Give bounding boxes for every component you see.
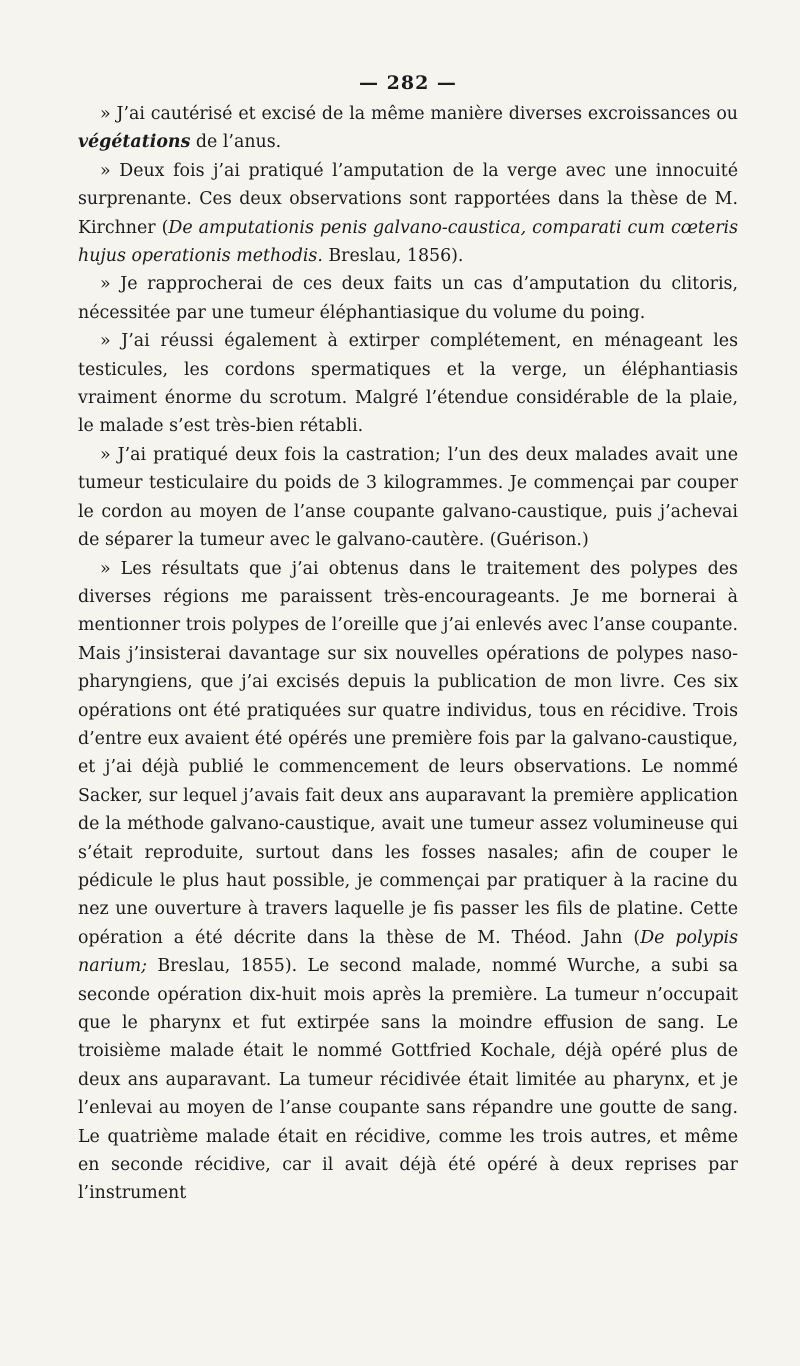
- paragraph: [78, 100, 738, 157]
- page-number: — 282 —: [359, 72, 457, 94]
- text-run: » Deux fois j’ai pratiqué l’amputation de la verge avec une innocuité surprenante. Ces deux observations sont rapportées dans la thèse de M. Kirchner (: [78, 160, 738, 238]
- text-run: Breslau, 1855). Le second malade, nommé Wurche, a subi sa seconde opération dix-huit mois après la première. La tumeur n’occupait que le pharynx et fut extirpée sans la moindre effusion de sang. Le troisième malade était le nommé Gottfried Kochale, déjà opéré plus de deux ans auparavant. La tumeur récidivée était limitée au pharynx, et je l’enlevai au moyen de l’anse coupante sans répandre une goutte de sang. Le quatrième malade était en récidive, comme les trois autres, et même en seconde récidive, car il avait déjà été opéré à deux reprises par l’instrument: [78, 956, 738, 1204]
- text-run: Breslau, 1856).: [322, 246, 464, 267]
- italic-text: De polypis narium;: [78, 927, 739, 977]
- paragraph: [78, 157, 738, 271]
- text-run: » J’ai réussi également à extirper complétement, en ménageant les testicules, les cordons spermatiques et la verge, un éléphantiasis vraiment énorme du scrotum. Malgré l’étendue considérable de la plaie, le malade s’est très-bien rétabli.: [78, 331, 738, 437]
- italic-text: De amputationis penis galvano-caustica, comparati cum cœteris hujus operationis methodis.: [78, 217, 738, 267]
- paragraph: [78, 441, 738, 555]
- text-run: » J’ai pratiqué deux fois la castration; l’un des deux malades avait une tumeur testiculaire du poids de 3 kilogrammes. Je commençai par couper le cordon au moyen de l’anse coupante galvano-caustique, puis j’achevai de séparer la tumeur avec le galvano-cautère. (Guérison.): [78, 444, 738, 551]
- paragraph: [78, 327, 738, 441]
- body-text: [78, 100, 738, 1208]
- text-run: » J’ai cautérisé et excisé de la même manière diverses excroissances ou: [100, 104, 738, 124]
- text-run: de l’anus.: [190, 132, 282, 153]
- text-run: » Je rapprocherai de ces deux faits un cas d’amputation du clitoris, nécessitée par une tumeur éléphantiasique du volume du poing.: [78, 274, 738, 323]
- italic-text: végétations: [78, 132, 191, 153]
- text-run: » Les résultats que j’ai obtenus dans le traitement des polypes des diverses régions me paraissent très-encourageants. Je me bornerai à mentionner trois polypes de l’oreille que j’ai enlevés avec l’anse coupante. Mais j’insisterai davantage sur six nouvelles opérations de polypes naso-pharyngiens, que j’ai excisés depuis la publication de mon livre. Ces six opérations ont été pratiquées sur quatre individus, tous en récidive. Trois d’entre eux avaient été opérés une première fois par la galvano-caustique, et j’ai déjà publié le commencement de leurs observations. Le nommé Sacker, sur lequel j’avais fait deux ans auparavant la première application de la méthode galvano-caustique, avait une tumeur assez volumineuse qui s’était reproduite, surtout dans les fosses nasales; afin de couper le pédicule le plus haut possible, je commençai par pratiquer à la racine du nez une ouverture à travers laquelle je fis passer les fils de platine. Cette opération a été décrite dans la thèse de M. Théod. Jahn (: [78, 558, 738, 948]
- paragraph: [78, 555, 738, 1208]
- paragraph: [78, 270, 738, 327]
